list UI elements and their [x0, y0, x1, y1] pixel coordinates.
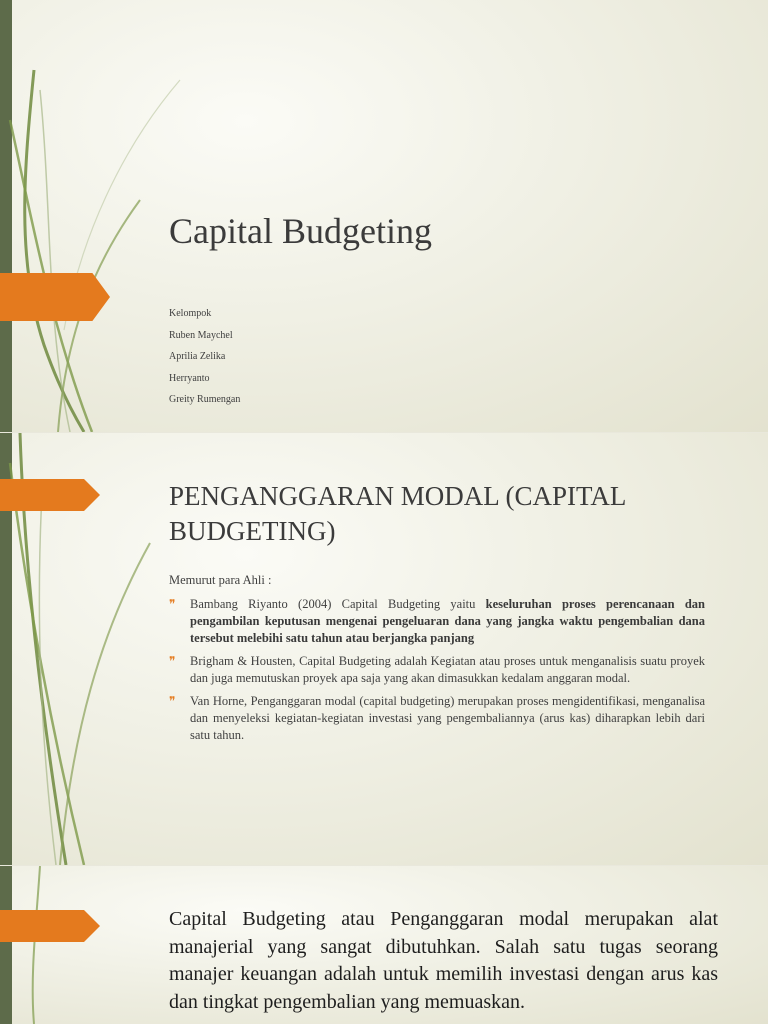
- left-accent-bar: [0, 0, 12, 432]
- slide-definitions: [0, 433, 768, 865]
- chevron-bullet-icon: ❞: [169, 597, 176, 611]
- member-item: Ruben Maychel: [169, 329, 233, 341]
- summary-paragraph: Capital Budgeting atau Penganggaran modal merupakan alat manajerial yang sangat dibutuhkan. Salah satu tugas seorang manajer keuangan adalah untuk memilih investasi dengan arus kas dan tingkat pengembalian yang memuaskan.: [169, 908, 718, 1013]
- member-item: Aprilia Zelika: [169, 351, 226, 362]
- slide-title-text: PENGANGGARAN MODAL (CAPITAL BUDGETING): [169, 481, 626, 546]
- orange-arrow-tab: [0, 273, 110, 321]
- definition-list: [169, 596, 705, 750]
- slide-title-text: Capital Budgeting: [169, 211, 432, 251]
- member-item: Herryanto: [169, 372, 210, 384]
- orange-arrow-tab: [0, 479, 100, 511]
- chevron-bullet-icon: ❞: [169, 694, 176, 708]
- member-item: Kelompok: [169, 308, 212, 319]
- intro-text: Memurut para Ahli :: [169, 573, 272, 587]
- list-item: [169, 693, 705, 744]
- member-item: Greity Rumengan: [169, 394, 241, 405]
- bullet-text: Brigham & Housten, Capital Budgeting adalah Kegiatan atau proses untuk menganalisis suatu proyek dan juga memutuskan proyek apa saja yang akan dimasukkan kedalam anggaran modal.: [190, 654, 705, 685]
- bullet-bold-text: keseluruhan proses perencanaan dan pengambilan keputusan mengenai pengeluaran dana yang jangka waktu pengembalian dana tersebut melebihi satu tahun atau berjangka panjang: [190, 597, 705, 645]
- member-list: [169, 303, 240, 411]
- list-item: [169, 596, 705, 647]
- list-item: [169, 653, 705, 687]
- bullet-text: Van Horne, Penganggaran modal (capital budgeting) merupakan proses mengidentifikasi, menganalisa dan menyeleksi kegiatan-kegiatan investasi yang pengembaliannya (arus kas) diharapkan lebih dari satu tahun.: [190, 694, 705, 742]
- slide-title: [0, 0, 768, 432]
- slide-summary: [0, 866, 768, 1024]
- chevron-bullet-icon: ❞: [169, 654, 176, 668]
- bullet-text: Bambang Riyanto (2004) Capital Budgeting yaitu: [190, 597, 486, 611]
- orange-arrow-tab: [0, 910, 100, 942]
- left-accent-bar: [0, 866, 12, 1024]
